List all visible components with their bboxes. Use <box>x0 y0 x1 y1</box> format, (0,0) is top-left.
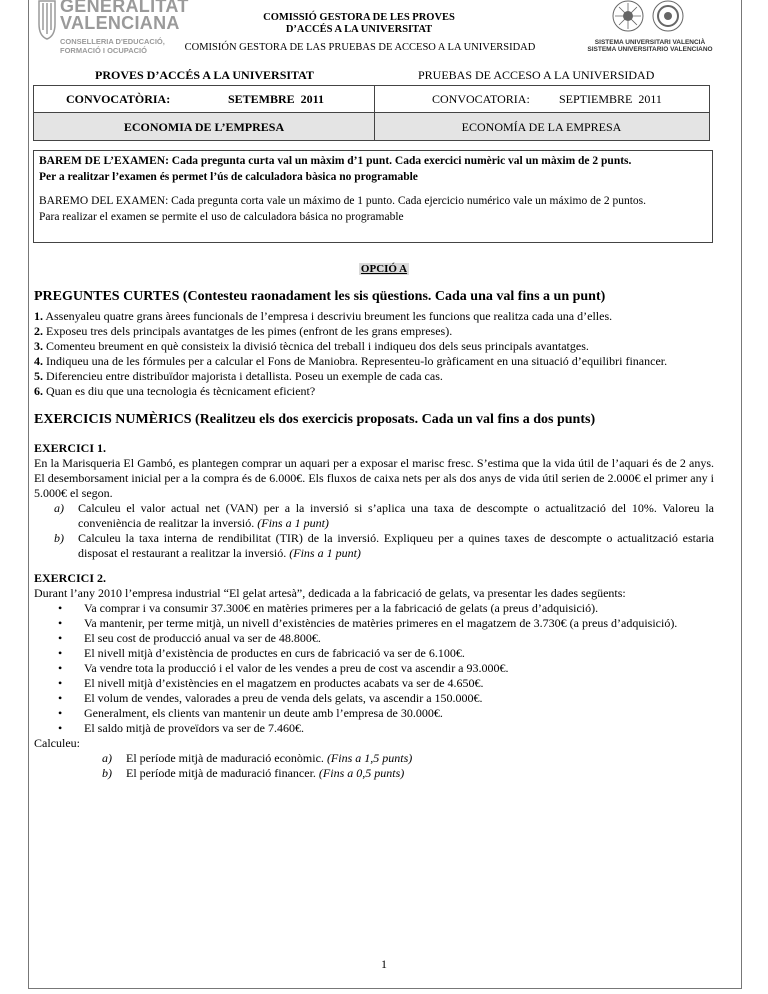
grading-ca-line2: Per a realitzar l’examen és permet l’ús de calculadora bàsica no programable <box>39 170 418 183</box>
exercise-1-intro: En la Marisqueria El Gambó, es plantegen comprar un aquari per a exposar el marisc fresc. S’estima que la vida útil de l’aquari és de 2 anys. El desemborsament inicial per a la compra és de 6.000€. Els fluxos de caixa nets per als dos anys de vida útil serien de 2.000€ el primer any i 5.000€ el segon. <box>34 456 714 500</box>
exam-title-ca: PROVES D’ACCÉS A LA UNIVERSITAT <box>95 68 314 82</box>
exercise-1-title: EXERCICI 1. <box>34 441 107 455</box>
grading-es-line1: BAREMO DEL EXAMEN: Cada pregunta corta vale un máximo de 1 punto. Cada ejercicio numérico vale un máximo de 2 puntos. <box>39 195 647 207</box>
exercise-2-data-list <box>34 601 714 736</box>
calculate-label: Calculeu: <box>34 736 80 750</box>
convocatoria-label-ca: CONVOCATÒRIA: <box>66 92 171 106</box>
suv-label-ca: SISTEMA UNIVERSITARI VALENCIÀ <box>594 39 706 46</box>
conselleria-name: CONSELLERIA D'EDUCACIÓ, FORMACIÓ I OCUPACIÓ <box>60 37 165 55</box>
question-item: 5. Diferencieu entre distribuïdor majorista i detallista. Poseu un exemple de cada cas. <box>34 369 443 383</box>
exam-content <box>34 288 714 781</box>
university-seal-icon <box>612 0 684 38</box>
list-item: • Va vendre tota la producció i el valor de les vendes a preu de cost va ascendir a 93.000€. <box>58 661 509 675</box>
generalitat-name <box>60 0 189 32</box>
grading-box <box>33 150 713 243</box>
commission-title-es: COMISIÓN GESTORA DE LAS PRUEBAS DE ACCESO A LA UNIVERSIDAD <box>184 42 536 53</box>
exam-title-es: PRUEBAS DE ACCESO A LA UNIVERSIDAD <box>418 68 655 82</box>
question-item: 6. Quan es diu que una tecnologia és tècnicament eficient? <box>34 384 316 398</box>
shield-icon <box>38 0 56 40</box>
list-item: • Va comprar i va consumir 37.300€ en matèries primeres per a la fabricació de gelats (a preus d’adquisició). <box>58 601 599 615</box>
exercise-2-part-a: a) El període mitjà de maduració econòmic. (Fins a 1,5 punts) <box>102 751 413 765</box>
option-label: OPCIÓ A <box>360 263 408 275</box>
short-questions-title: PREGUNTES CURTES (Contesteu raonadament les sis qüestions. Cada una val fins a un punt) <box>34 289 606 304</box>
grading-es-line2: Para realizar el examen se permite el uso de calculadora básica no programable <box>39 210 404 223</box>
question-item: 1. Assenyaleu quatre grans àrees funcionals de l’empresa i descriviu breument les funcions que realitza cada una d’elles. <box>34 309 613 323</box>
list-item: • El seu cost de producció anual va ser de 48.800€. <box>58 631 321 645</box>
question-item: 4. Indiqueu una de les fórmules per a calcular el Fons de Maniobra. Representeu-lo gràficament en una situació d’equilibri financer. <box>34 354 668 368</box>
convocatoria-label-es: CONVOCATORIA: <box>432 92 530 106</box>
grading-ca <box>39 154 707 185</box>
option-heading <box>0 259 768 277</box>
subject-es: ECONOMÍA DE LA EMPRESA <box>461 120 622 134</box>
exercise-2-intro: Durant l’any 2010 l’empresa industrial “El gelat artesà”, dedicada a la fabricació de gelats, va presentar les dades següents: <box>34 586 626 600</box>
logo-name-line1: GENERALITAT <box>60 0 189 16</box>
question-item: 3. Comenteu breument en què consisteix la divisió tècnica del treball i indiqueu dos dels seus principals avantatges. <box>34 339 589 353</box>
generalitat-valenciana-logo <box>38 0 189 66</box>
grading-ca-line1: BAREM DE L’EXAMEN: Cada pregunta curta val un màxim d’1 punt. Cada exercici numèric val un màxim de 2 punts. <box>39 155 632 167</box>
subject-ca: ECONOMIA DE L’EMPRESA <box>123 120 285 134</box>
list-item: • El volum de vendes, valorades a preu de venda dels gelats, va ascendir a 150.000€. <box>58 691 483 705</box>
numeric-exercises-title: EXERCICIS NUMÈRICS (Realitzeu els dos exercicis proposats. Cada un val fins a dos punts) <box>34 412 596 427</box>
exercise-2-part-b: b) El període mitjà de maduració financer. (Fins a 0,5 punts) <box>102 766 405 780</box>
exercise-2-title: EXERCICI 2. <box>34 571 107 585</box>
list-item: • El nivell mitjà d’existències en el magatzem en productes acabats va ser de 4.650€. <box>58 676 484 690</box>
logo-name-line2: VALENCIANA <box>60 13 180 33</box>
short-questions-list <box>34 309 714 399</box>
convocatoria-value-ca: SETEMBRE 2011 <box>228 92 325 106</box>
subject-box <box>33 113 710 141</box>
grading-es <box>39 194 707 225</box>
list-item: • Generalment, els clients van mantenir un deute amb l’empresa de 30.000€. <box>58 706 443 720</box>
exercise-1-part-a: a) Calculeu el valor actual net (VAN) per a la inversió si s’aplica una taxa de descompte o actualització del 10%. Valoreu la conveniència de realitzar la inversió. (Fins a 1 punt) <box>54 501 714 530</box>
list-item: • El saldo mitjà de proveïdors va ser de 7.460€. <box>58 721 304 735</box>
list-item: • El nivell mitjà d’existència de productes en curs de fabricació va ser de 6.100€. <box>58 646 465 660</box>
question-item: 2. Exposeu tres dels principals avantatges de les pimes (enfront de les grans empreses). <box>34 324 453 338</box>
exercise-1-part-b: b) Calculeu la taxa interna de rendibilitat (TIR) de la inversió. Expliqueu per a quines taxes de descompte o actualització estaria disposat el restaurant a realitzar la inversió. (Fins a 1 punt) <box>54 531 714 560</box>
commission-title-ca: COMISSIÓ GESTORA DE LES PROVES D’ACCÉS A LA UNIVERSITAT <box>263 12 455 35</box>
suv-label-es: SISTEMA UNIVERSITARIO VALENCIANO <box>587 46 713 53</box>
page-number: 1 <box>381 957 387 971</box>
convocatoria-value-es: SEPTIEMBRE 2011 <box>559 92 662 106</box>
convocatoria-box <box>33 85 710 113</box>
list-item: • Va mantenir, per terme mitjà, un nivell d’existències de matèries primeres en el magatzem de 3.730€ (a preus d’adquisició). <box>58 616 678 630</box>
